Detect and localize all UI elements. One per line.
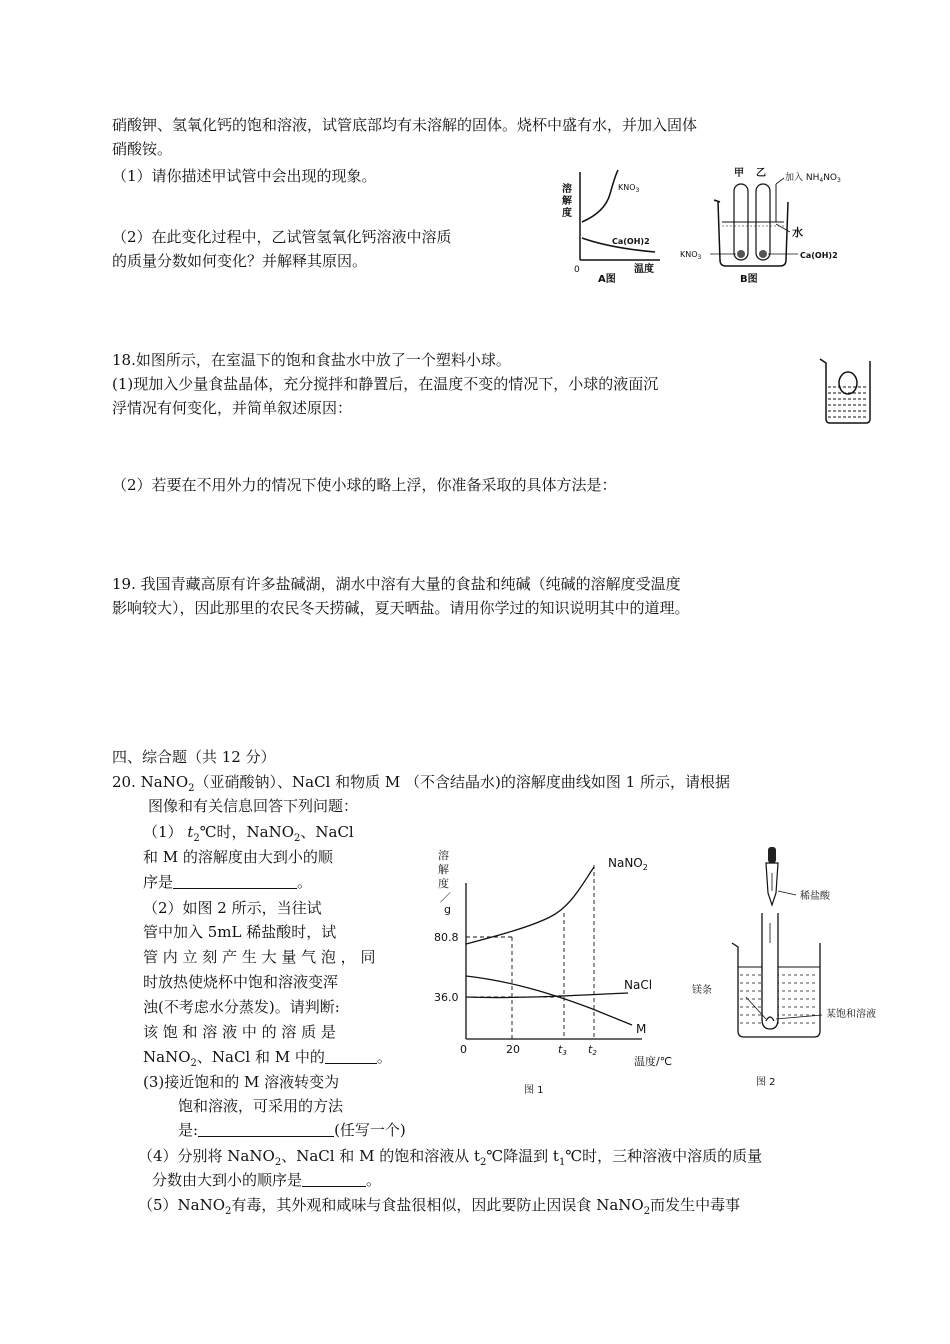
fig2-acid-label: 稀盐酸 <box>800 891 830 902</box>
fig1-xtick-t2: t2 <box>588 1043 597 1057</box>
fig1-nacl-label: NaCl <box>624 978 653 992</box>
fig-b-kno3: $KNO_3$ <box>680 250 702 261</box>
fig1-ylabel-1: 溶 <box>438 849 449 862</box>
q20-part2-answer-blank[interactable] <box>325 1047 377 1064</box>
figure-2-apparatus <box>686 843 896 1095</box>
fig1-ytick-80-8: 80.8 <box>434 931 459 944</box>
q20-part2-line4: 时放热使烧杯中饱和溶液变浑 <box>143 973 339 991</box>
section4-title: 四、综合题（共 12 分） <box>112 748 276 766</box>
fig2-mg-label: 镁条 <box>692 985 712 996</box>
q20-part3-line2: 饱和溶液，可采用的方法 <box>178 1097 344 1115</box>
fig-b-yi: 乙 <box>756 168 766 179</box>
fig1-ylabel-3: 度 <box>438 877 449 890</box>
q18-title: 18.如图所示，在室温下的饱和食盐水中放了一个塑料小球。 <box>112 351 511 369</box>
q18-part2: （2）若要在不用外力的情况下使小球的略上浮，你准备采取的具体方法是： <box>112 476 617 494</box>
q20-part3-line3: 是: (任写一个) <box>178 1121 406 1139</box>
q17-intro-line1: 硝酸钾、氢氧化钙的饱和溶液，试管底部均有未溶解的固体。烧杯中盛有水，并加入固体 <box>112 116 698 134</box>
q20-part3-line1: (3)接近饱和的 M 溶液转变为 <box>143 1073 340 1091</box>
fig1-xlabel: 温度/℃ <box>634 1055 673 1068</box>
fig1-ylabel-2: 解 <box>438 863 449 876</box>
fig-a-origin: 0 <box>574 265 580 275</box>
q20-part3-answer-blank[interactable] <box>198 1120 334 1137</box>
fig-b-water: 水 <box>792 226 803 239</box>
fig2-caption: 图 2 <box>756 1077 776 1088</box>
fig1-nano2-label: NaNO$_2$ <box>608 856 648 872</box>
q20-part2-line7: NaNO$_2$、NaCl 和 M 中的 。 <box>143 1048 392 1069</box>
q17-part2-line1: （2）在此变化过程中，乙试管氢氧化钙溶液中溶质 <box>112 228 452 246</box>
fig1-xtick-20: 20 <box>506 1043 520 1056</box>
q20-intro-line2: 图像和有关信息回答下列问题： <box>148 797 359 815</box>
figure-1-solubility-curves <box>430 843 692 1095</box>
q18-part1-line2: 浮情况有何变化，并简单叙述原因： <box>112 399 353 417</box>
fig-b-jia: 甲 <box>734 168 744 179</box>
q17-part2-line2: 的质量分数如何变化？并解释其原因。 <box>112 252 368 270</box>
figure-b-beaker-test-tubes <box>680 162 855 287</box>
fig-b-caoh2: Ca(OH)2 <box>800 251 838 260</box>
fig-a-ylabel-1: 溶 <box>562 184 572 195</box>
q20-part4-line1: （4）分别将 NaNO$_2$、NaCl 和 M 的饱和溶液从 $t_2℃$降温到 $t_1℃$时，三种溶液中溶质的质量 <box>138 1147 763 1168</box>
q20-part2-line2: 管中加入 5mL 稀盐酸时，试 <box>143 923 337 941</box>
q20-part2-line6: 该 饱 和 溶 液 中 的 溶 质 是 <box>143 1023 336 1041</box>
q19-line1: 19. 我国青藏高原有许多盐碱湖，湖水中溶有大量的食盐和纯碱（纯碱的溶解度受温度 <box>112 575 681 593</box>
fig-b-add-nh4no3: 加入 $NH_4NO_3$ <box>785 173 841 184</box>
fig-a-xlabel: 温度 <box>634 264 654 275</box>
fig-b-caption: B图 <box>740 274 758 285</box>
q18-part1-line1: (1)现加入少量食盐晶体，充分搅拌和静置后，在温度不变的情况下，小球的液面沉 <box>112 375 659 393</box>
fig-a-ylabel-3: 度 <box>562 208 572 219</box>
fig-a-ylabel-2: 解 <box>562 196 572 207</box>
q20-part1-line3: 序是 。 <box>143 873 313 891</box>
q20-part4-line2: 分数由大到小的顺序是 。 <box>152 1171 382 1189</box>
fig-a-caption: A图 <box>598 274 616 285</box>
q20-part2-line5: 浊(不考虑水分蒸发)。请判断: <box>143 998 340 1016</box>
q20-part5-line1: （5）NaNO$_2$有毒，其外观和咸味与食盐很相似，因此要防止因误食 NaNO$_2$而发生中毒事 <box>138 1196 741 1217</box>
q17-part1: （1）请你描述甲试管中会出现的现象。 <box>112 167 377 185</box>
fig1-m-label: M <box>636 1022 647 1036</box>
q20-part4-answer-blank[interactable] <box>302 1170 366 1187</box>
q20-part1-line1: （1） $t_2℃$时，NaNO$_2$、NaCl <box>143 823 354 844</box>
fig1-ylabel-5: g <box>444 903 451 916</box>
fig-a-caoh2-label: Ca(OH)2 <box>612 237 650 246</box>
q17-intro-line2: 硝酸铵。 <box>112 140 173 158</box>
figure-a-solubility-sketch <box>560 162 670 287</box>
fig1-xtick-0: 0 <box>460 1043 467 1056</box>
q19-line2: 影响较大），因此那里的农民冬天捞碱，夏天晒盐。请用你学过的知识说明其中的道理。 <box>112 599 690 617</box>
fig2-solution-label: 某饱和溶液 <box>826 1009 876 1020</box>
q20-intro-line1: 20. NaNO$_2$（亚硝酸钠）、NaCl 和物质 M （不含结晶水)的溶解度曲线如图 1 所示，请根据 <box>112 773 730 794</box>
fig-a-kno3-label: $KNO_3$ <box>618 183 640 194</box>
fig1-ytick-36-0: 36.0 <box>434 991 459 1004</box>
q20-part2-line3: 管 内 立 刻 产 生 大 量 气 泡 ， 同 <box>143 948 376 966</box>
q20-part1-line2: 和 M 的溶解度由大到小的顺 <box>143 848 333 866</box>
figure-beaker-with-ball <box>818 357 874 427</box>
q20-part2-line1: （2）如图 2 所示，当往试 <box>143 899 322 917</box>
fig1-caption: 图 1 <box>524 1085 544 1096</box>
fig1-xtick-t3: t3 <box>558 1043 567 1057</box>
fig1-ylabel-4: ／ <box>440 891 451 904</box>
q20-part1-answer-blank[interactable] <box>173 872 297 889</box>
